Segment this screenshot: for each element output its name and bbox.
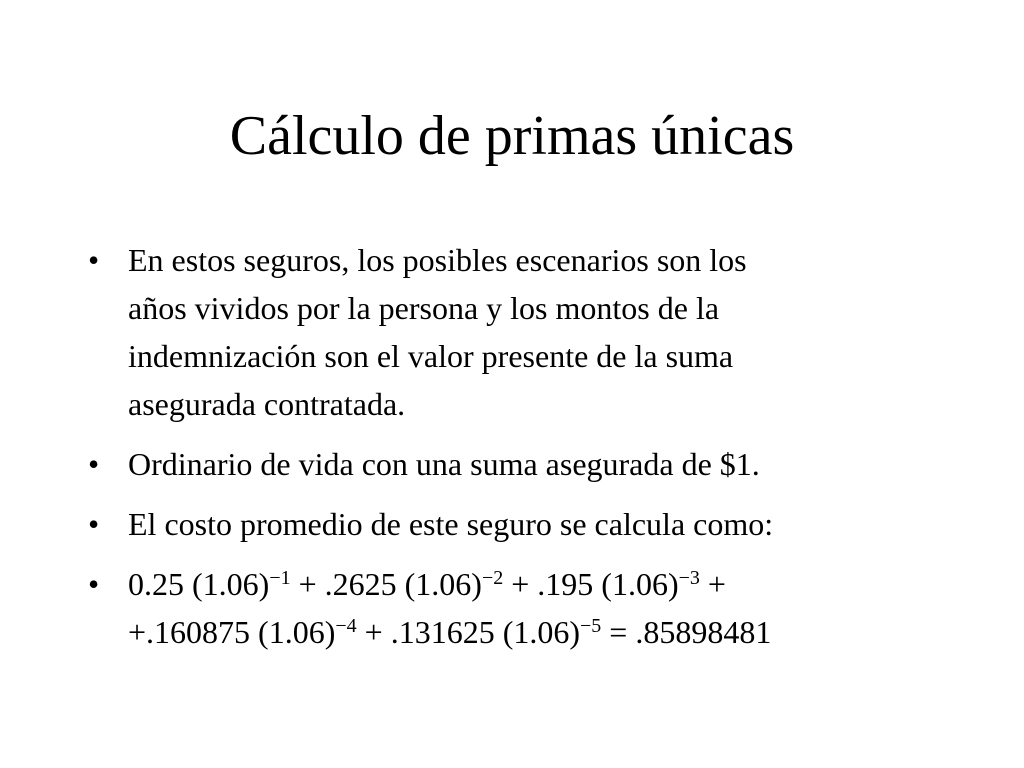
formula-text: + .195 (1.06) <box>503 566 679 602</box>
formula-exponent: −5 <box>580 615 602 637</box>
bullet-text-line: años vividos por la persona y los montos de la <box>128 290 720 326</box>
formula-text: +.160875 (1.06) <box>128 614 336 650</box>
formula-exponent: −4 <box>335 615 357 637</box>
formula-exponent: −2 <box>481 567 504 589</box>
bullet-item-ordinary-life <box>76 440 956 488</box>
bullet-item-scenarios <box>76 236 956 428</box>
bullet-marker: • <box>88 506 100 542</box>
bullet-marker: • <box>88 446 100 482</box>
formula-line-2 <box>128 608 956 656</box>
formula-exponent: −1 <box>269 567 291 589</box>
formula-text: + .131625 (1.06) <box>356 614 580 650</box>
formula-text: + .2625 (1.06) <box>290 566 482 602</box>
bullet-item-formula <box>76 560 956 656</box>
bullet-text-line: En estos seguros, los posibles escenarios son los <box>128 242 747 278</box>
bullet-text-line: El costo promedio de este seguro se calcula como: <box>128 506 774 542</box>
bullet-item-average-cost <box>76 500 956 548</box>
bullet-text-line: Ordinario de vida con una suma asegurada de $1. <box>128 446 760 482</box>
formula-text: + <box>699 566 726 602</box>
slide-title: Cálculo de primas únicas <box>229 105 795 167</box>
bullet-text-line: asegurada contratada. <box>128 386 406 422</box>
formula-text: = .85898481 <box>601 614 772 650</box>
bullet-marker: • <box>88 242 100 278</box>
bullet-list <box>76 236 956 668</box>
formula-exponent: −3 <box>678 567 700 589</box>
formula-line-1 <box>128 560 956 608</box>
formula-text: 0.25 (1.06) <box>128 566 270 602</box>
bullet-text-line: indemnización son el valor presente de la suma <box>128 338 734 374</box>
bullet-marker: • <box>88 566 100 602</box>
